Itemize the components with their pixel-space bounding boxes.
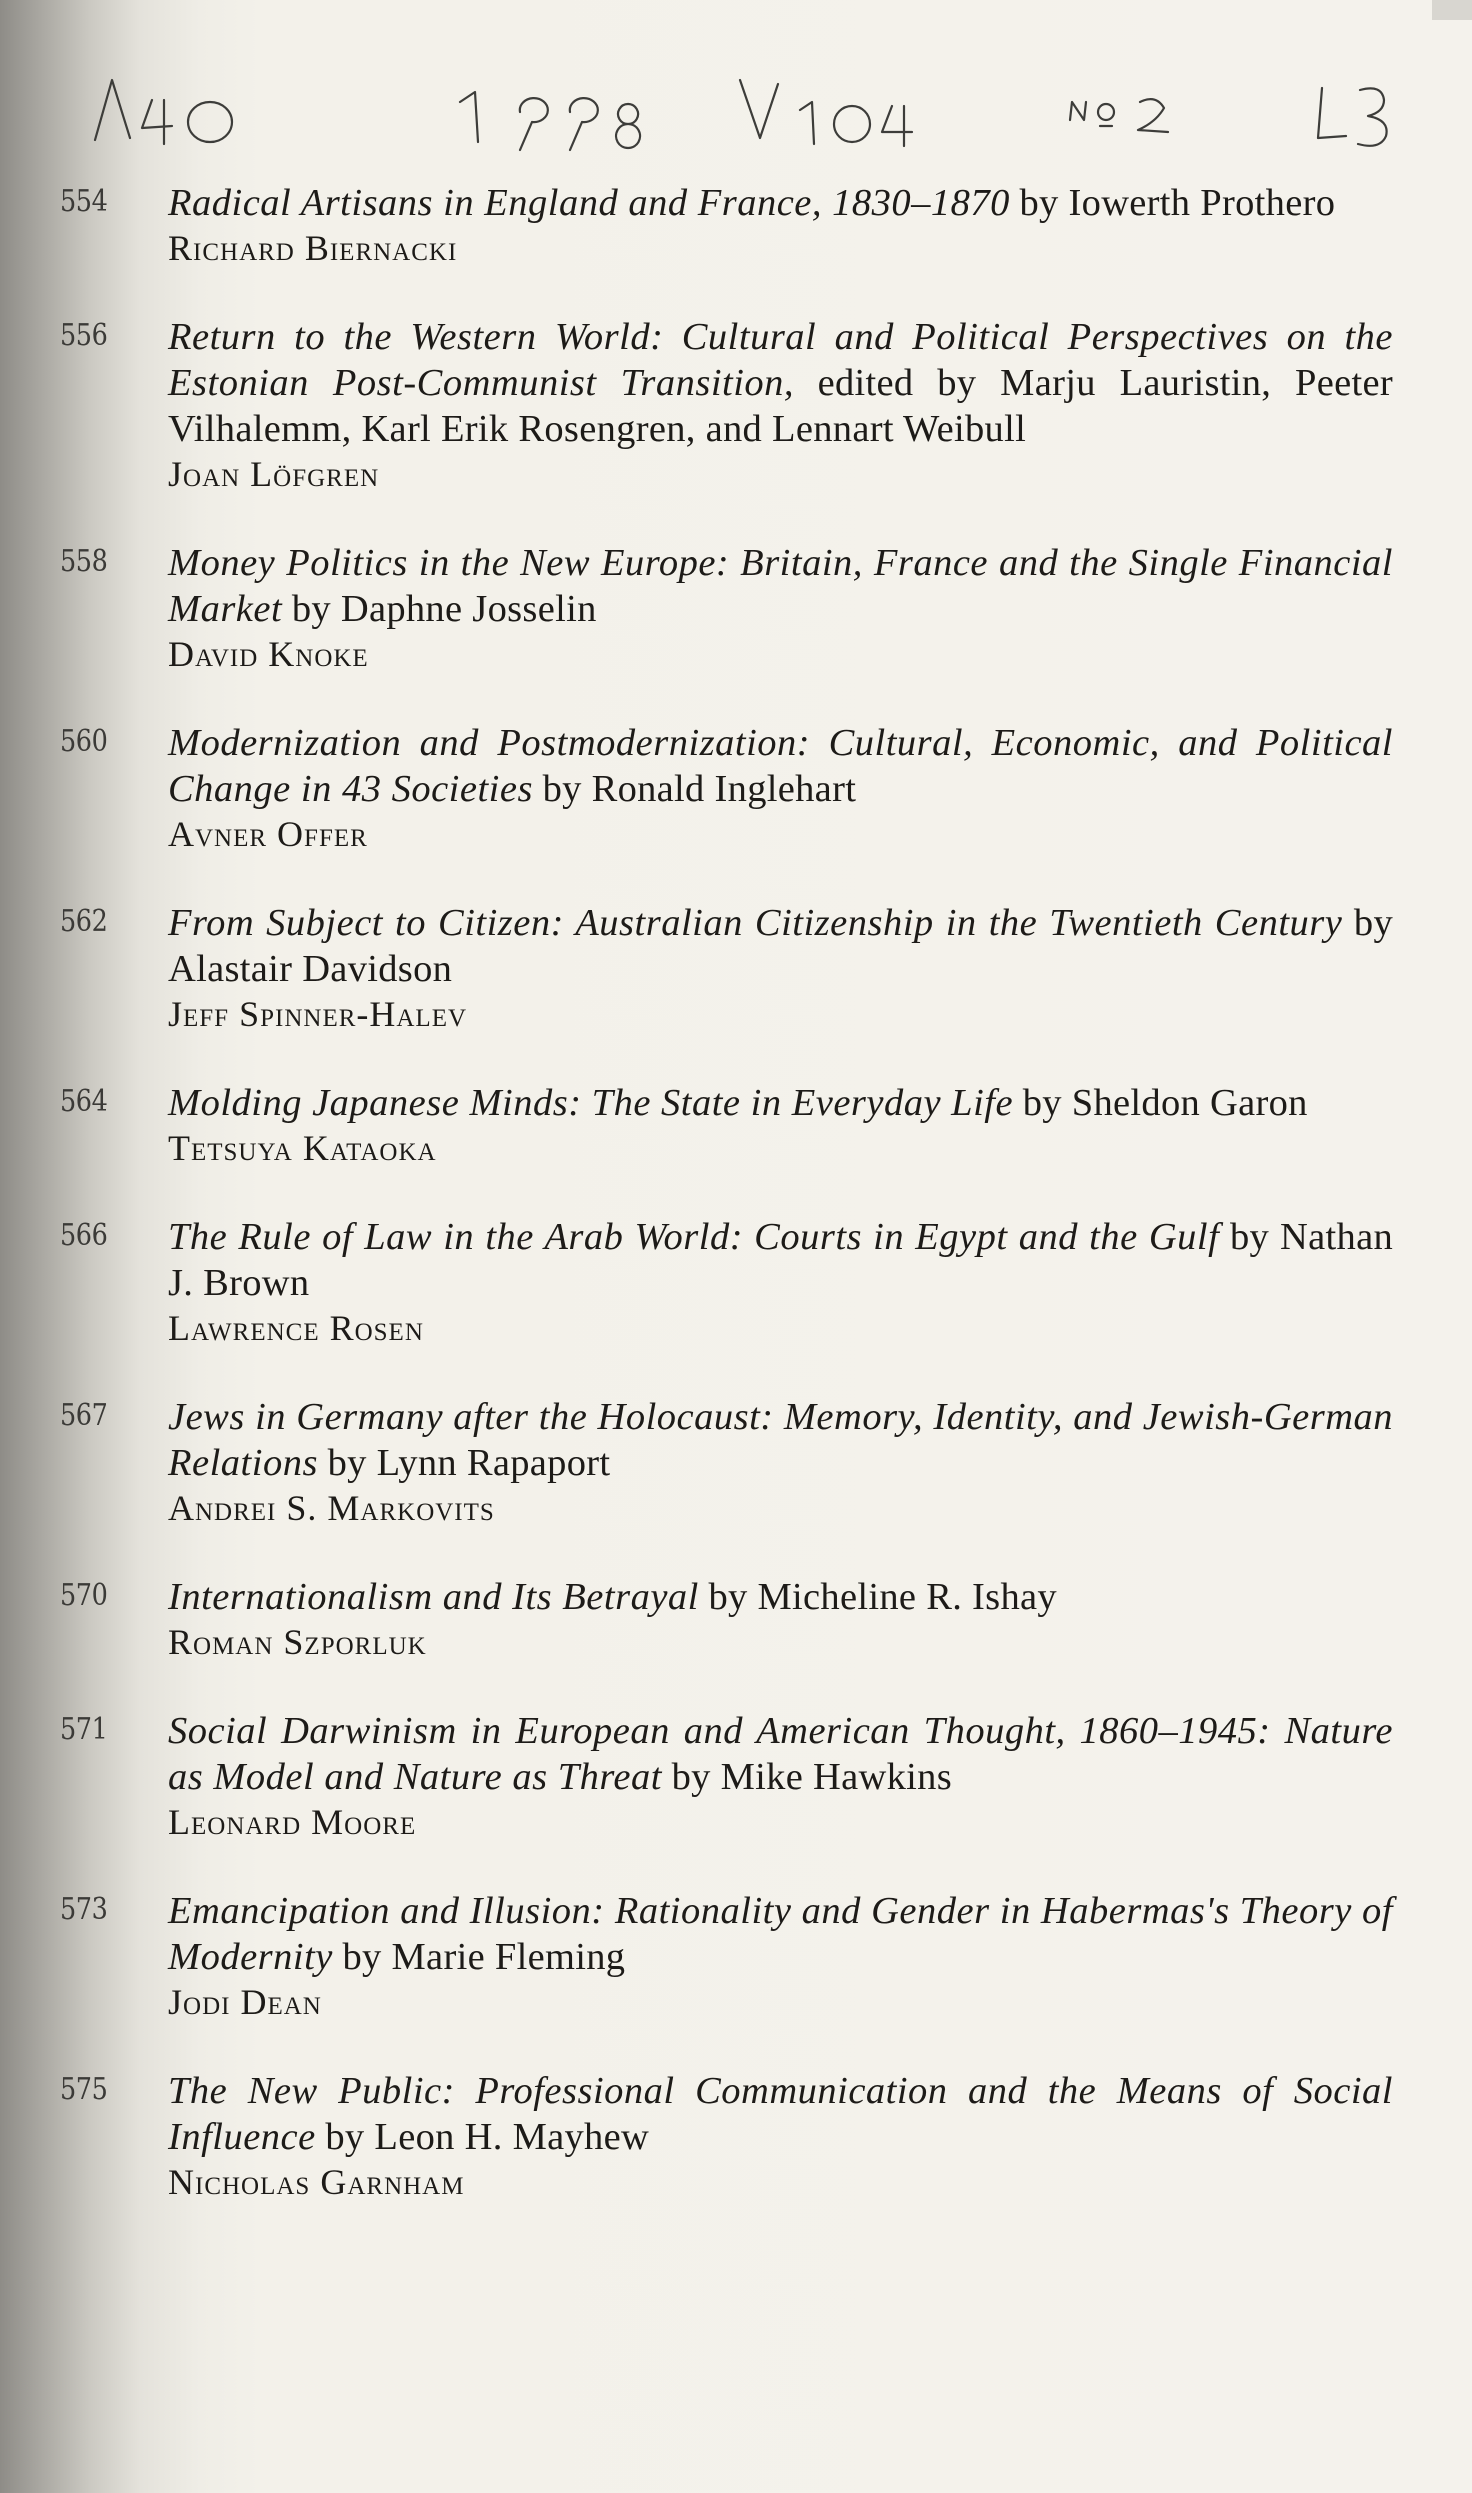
review-entry <box>60 1394 1393 1530</box>
review-entry <box>60 1708 1393 1844</box>
entry-body <box>168 1888 1393 2024</box>
book-credit: by Nathan J. Brown <box>168 1216 1394 1304</box>
hw-stroke <box>460 92 478 142</box>
review-entry <box>60 900 1393 1036</box>
review-entry <box>60 2068 1393 2204</box>
page-number: 564 <box>60 1084 108 1119</box>
entry-body <box>168 180 1393 270</box>
hw-stroke <box>1098 104 1114 120</box>
reviewer-name: Avner Offer <box>168 814 368 854</box>
hw-stroke <box>616 104 640 148</box>
page-number: 566 <box>60 1218 108 1253</box>
entry-body <box>168 2068 1393 2204</box>
hw-stroke <box>570 98 598 150</box>
entry-body <box>168 1708 1393 1844</box>
hw-stroke <box>800 102 814 144</box>
hw-stroke <box>188 102 232 142</box>
reviewer-name: Jodi Dean <box>168 1982 322 2022</box>
page-number: 567 <box>60 1398 108 1433</box>
review-entry <box>60 1214 1394 1350</box>
reviewer-name: Roman Szporluk <box>168 1622 427 1662</box>
entry-body <box>168 314 1393 496</box>
page-number: 570 <box>60 1578 108 1613</box>
book-credit: by Lynn Rapaport <box>327 1442 611 1484</box>
book-credit: by Sheldon Garon <box>1022 1082 1308 1124</box>
hw-stroke <box>95 80 130 140</box>
page-number: 573 <box>60 1892 108 1927</box>
book-credit: by Iowerth Prothero <box>1019 182 1336 224</box>
hw-stroke <box>740 80 778 138</box>
handwritten-note <box>0 40 1472 160</box>
page-number: 575 <box>60 2072 108 2107</box>
reviewer-name: Lawrence Rosen <box>168 1308 424 1348</box>
review-entry <box>60 1574 1350 1664</box>
reviewer-name: Joan Löfgren <box>168 454 380 494</box>
reviewer-name: Jeff Spinner-Halev <box>168 994 468 1034</box>
book-title: Modernization and Postmodernization: Cultural, Economic, and Political Change in 43 Societies <box>168 722 1393 810</box>
reviewer-name: Richard Biernacki <box>168 228 458 268</box>
reviewer-name: David Knoke <box>168 634 369 674</box>
book-credit: by Ronald Inglehart <box>542 768 857 810</box>
hw-stroke <box>520 98 548 150</box>
review-entry <box>60 314 1393 496</box>
page-number: 556 <box>60 318 108 353</box>
review-entry <box>60 180 1350 270</box>
review-entry <box>60 540 1393 676</box>
book-title: Return to the Western World: Cultural and Political Perspectives on the Estonian Post-Communist Transition, <box>168 316 1393 404</box>
review-entry <box>60 720 1393 856</box>
reviewer-name: Nicholas Garnham <box>168 2162 465 2202</box>
book-title: Social Darwinism in European and American Thought, 1860–1945: Nature as Model and Nature as Threat <box>168 1710 1393 1798</box>
hw-stroke <box>1318 88 1346 138</box>
hw-stroke <box>1070 102 1086 120</box>
reviewer-name: Tetsuya Kataoka <box>168 1128 437 1168</box>
book-credit: by Marie Fleming <box>342 1936 626 1978</box>
book-credit: by Leon H. Mayhew <box>325 2116 650 2158</box>
page-number: 554 <box>60 184 108 219</box>
hw-stroke <box>142 100 172 144</box>
hw-stroke <box>1138 99 1168 132</box>
page-number: 560 <box>60 724 108 759</box>
review-list <box>60 180 1394 2248</box>
book-credit: by Alastair Davidson <box>168 902 1393 990</box>
book-credit: by Daphne Josselin <box>291 588 597 630</box>
book-title: From Subject to Citizen: Australian Citizenship in the Twentieth Century <box>168 902 1343 944</box>
book-credit: edited by Marju Lauristin, Peeter Vilhalemm, Karl Erik Rosengren, and Lennart Weibull <box>168 362 1393 450</box>
reviewer-name: Leonard Moore <box>168 1802 417 1842</box>
page-number: 562 <box>60 904 108 939</box>
book-title: Molding Japanese Minds: The State in Everyday Life <box>168 1082 1014 1124</box>
entry-body <box>168 900 1393 1036</box>
book-title: The New Public: Professional Communication and the Means of Social Influence <box>168 2070 1393 2158</box>
entry-body <box>168 1080 1393 1170</box>
reviewer-name: Andrei S. Markovits <box>168 1488 495 1528</box>
entry-body <box>168 720 1393 856</box>
book-title: Emancipation and Illusion: Rationality and Gender in Habermas's Theory of Modernity <box>168 1890 1393 1978</box>
book-credit: by Micheline R. Ishay <box>708 1576 1057 1618</box>
handwritten-note-drawing <box>0 40 1472 160</box>
book-title: Money Politics in the New Europe: Britain, France and the Single Financial Market <box>168 542 1393 630</box>
page-number: 571 <box>60 1712 108 1747</box>
book-title: The Rule of Law in the Arab World: Courts in Egypt and the Gulf <box>168 1216 1220 1258</box>
hw-stroke <box>882 106 912 146</box>
entry-body <box>168 1214 1393 1350</box>
entry-body <box>168 540 1393 676</box>
review-entry <box>60 1080 1350 1170</box>
hw-stroke <box>1358 88 1387 145</box>
review-entry <box>60 1888 1393 2024</box>
hw-stroke <box>834 106 870 142</box>
entry-body <box>168 1574 1393 1664</box>
page-number: 558 <box>60 544 108 579</box>
scan-corner-mark <box>1432 0 1472 20</box>
book-title: Jews in Germany after the Holocaust: Memory, Identity, and Jewish-German Relations <box>168 1396 1393 1484</box>
entry-body <box>168 1394 1393 1530</box>
book-title: Internationalism and Its Betrayal <box>168 1576 699 1618</box>
book-title: Radical Artisans in England and France, 1830–1870 <box>168 182 1010 224</box>
book-credit: by Mike Hawkins <box>671 1756 952 1798</box>
